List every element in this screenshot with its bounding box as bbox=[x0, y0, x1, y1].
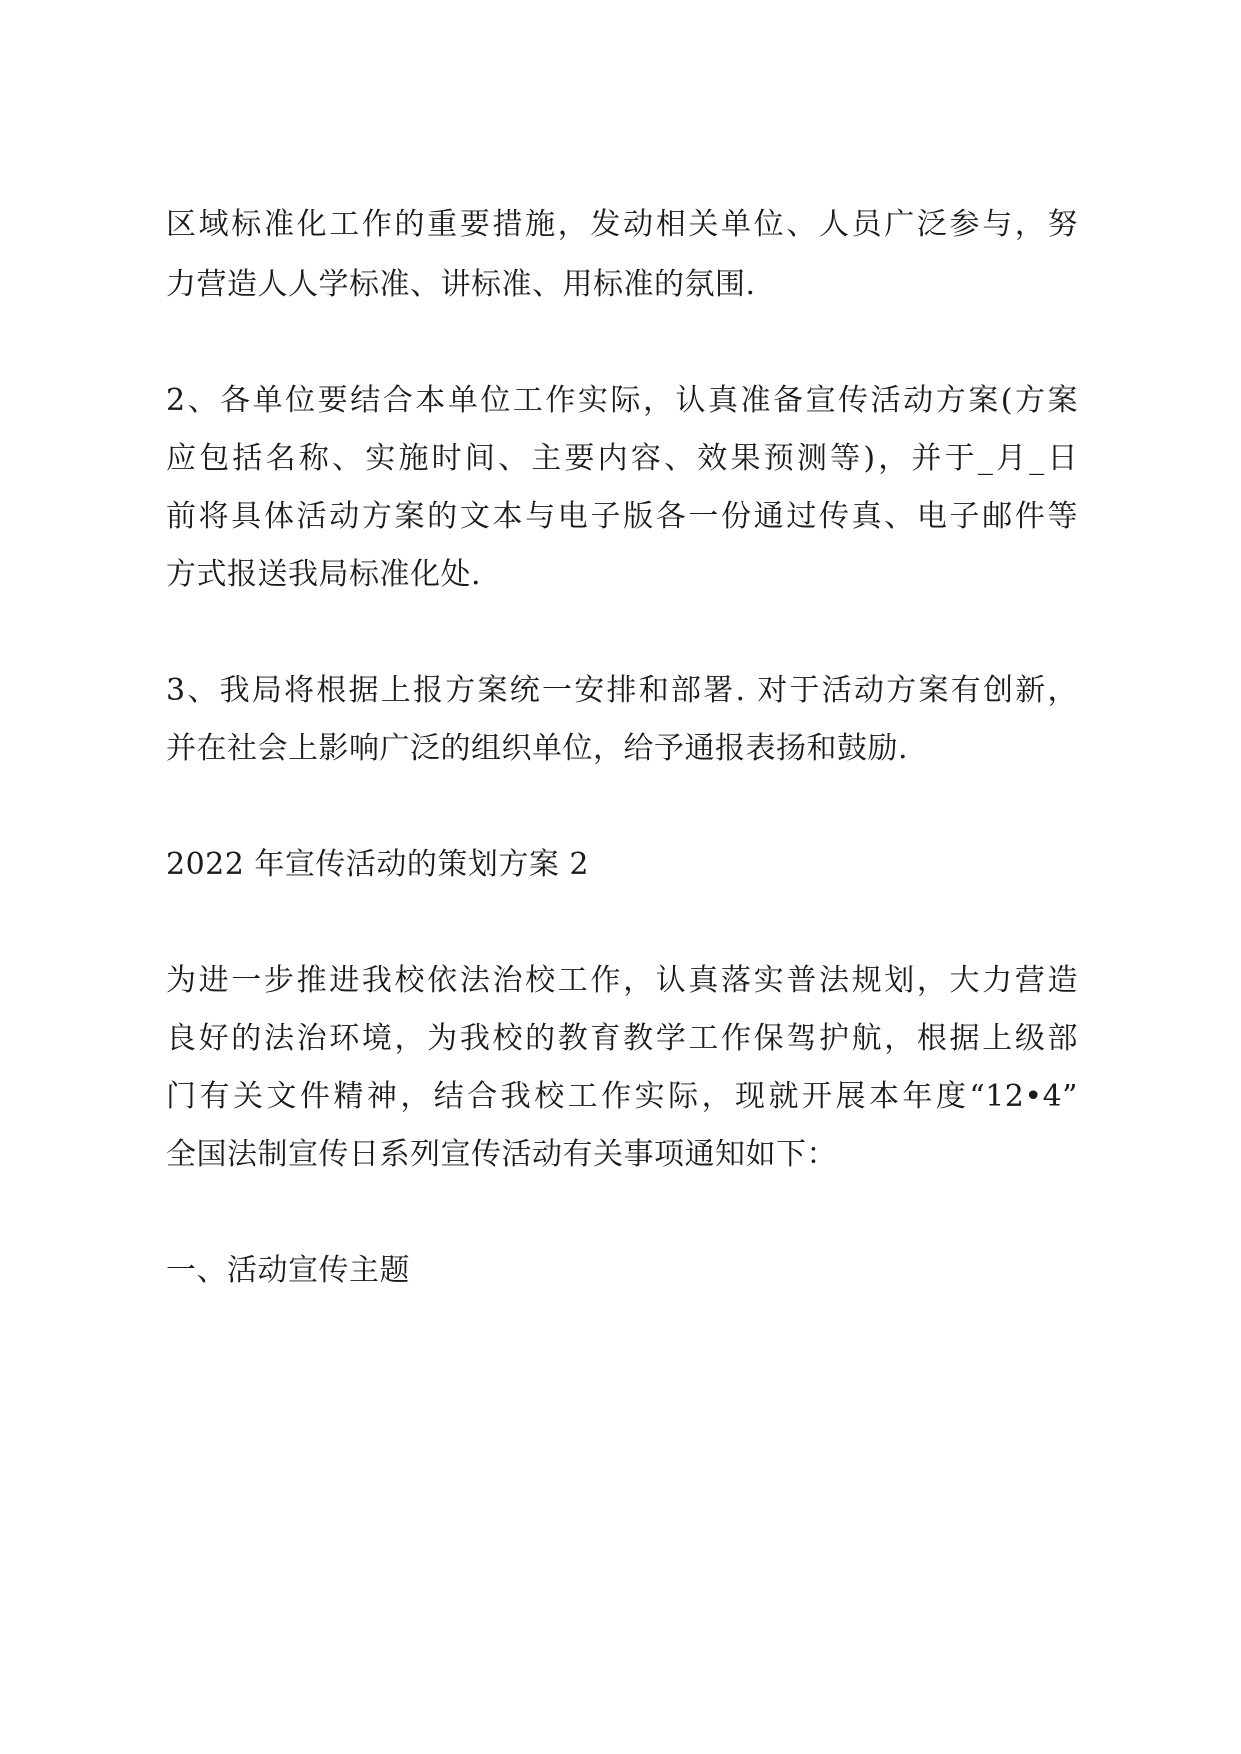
paragraph-line: 并在社会上影响广泛的组织单位，给予通报表扬和鼓励. bbox=[166, 731, 909, 766]
paragraph-line: 力营造人人学标准、讲标准、用标准的氛围. bbox=[166, 267, 756, 302]
paragraph-line: 全国法制宣传日系列宣传活动有关事项通知如下： bbox=[166, 1137, 837, 1172]
paragraph-line: 应包括名称、实施时间、主要内容、效果预测等)，并于_月_日 bbox=[166, 441, 1078, 476]
paragraph-line: 2、各单位要结合本单位工作实际，认真准备宣传活动方案(方案 bbox=[166, 383, 1078, 418]
paragraph-line: 为进一步推进我校依法治校工作，认真落实普法规划，大力营造 bbox=[166, 963, 1078, 998]
paragraph-line: 前将具体活动方案的文本与电子版各一份通过传真、电子邮件等 bbox=[166, 499, 1078, 534]
paragraph-line: 方式报送我局标准化处. bbox=[166, 557, 482, 592]
paragraph-line: 良好的法治环境，为我校的教育教学工作保驾护航，根据上级部 bbox=[166, 1021, 1078, 1056]
subsection-title: 一、活动宣传主题 bbox=[166, 1253, 410, 1288]
paragraph-line: 门有关文件精神，结合我校工作实际，现就开展本年度“12•4” bbox=[166, 1079, 1078, 1114]
paragraph-line: 3、我局将根据上报方案统一安排和部署. 对于活动方案有创新， bbox=[166, 673, 1078, 708]
paragraph-line: 区域标准化工作的重要措施，发动相关单位、人员广泛参与，努 bbox=[166, 207, 1078, 242]
section-heading: 2022 年宣传活动的策划方案 2 bbox=[166, 847, 590, 882]
